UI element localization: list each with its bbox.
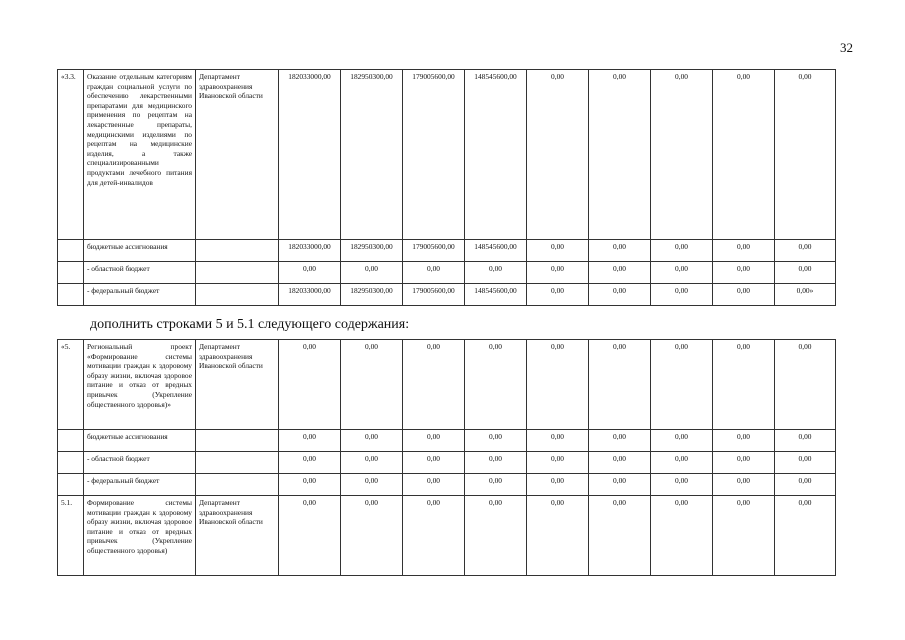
row-value-cell: 0,00	[651, 452, 713, 474]
row-value-cell: 0,00	[527, 284, 589, 306]
table-row	[58, 496, 836, 576]
row-value-cell: 0,00	[775, 452, 836, 474]
row-value-cell: 0,00	[589, 430, 651, 452]
row-value-cell: 0,00	[713, 262, 775, 284]
row-value-cell: 0,00	[279, 262, 341, 284]
row-value-cell: 0,00	[341, 496, 403, 576]
row-value-cell: 0,00	[403, 340, 465, 430]
row-value-cell: 0,00	[527, 70, 589, 240]
row-value-cell: 0,00	[465, 496, 527, 576]
row-value-cell: 179005600,00	[403, 284, 465, 306]
row-value-cell: 0,00	[527, 474, 589, 496]
row-value-cell: 0,00	[589, 452, 651, 474]
row-value-cell: 0,00	[403, 474, 465, 496]
row-value-cell: 148545600,00	[465, 240, 527, 262]
row-index-cell	[58, 240, 84, 262]
row-value-cell: 0,00	[775, 474, 836, 496]
row-executor-cell	[196, 284, 279, 306]
row-value-cell: 0,00	[341, 474, 403, 496]
row-value-cell: 0,00	[403, 452, 465, 474]
row-value-cell: 0,00	[589, 262, 651, 284]
row-value-cell: 0,00	[527, 340, 589, 430]
row-name-cell: Региональный проект «Формирование системы мотивации граждан к здоровому образу жизни, включая здоровое питание и отказ от вредных привычек (Укрепление общественного здоровья)»	[84, 340, 196, 430]
row-name-cell: Формирование системы мотивации граждан к здоровому образу жизни, включая здоровое питание и отказ от вредных привычек (Укрепление общественного здоровья)	[84, 496, 196, 576]
table-row	[58, 240, 836, 262]
row-index-cell: 5.1.	[58, 496, 84, 576]
row-value-cell: 0,00	[589, 70, 651, 240]
row-executor-cell	[196, 240, 279, 262]
row-value-cell: 0,00	[775, 496, 836, 576]
row-value-cell: 0,00	[527, 430, 589, 452]
row-index-cell	[58, 284, 84, 306]
row-value-cell: 0,00	[775, 340, 836, 430]
row-name-cell: Оказание отдельным категориям граждан социальной услуги по обеспечению лекарственными препаратами для медицинского применения по рецептам на лекарственные препараты, медицинскими изделиями по рецептам на медицинские изделия, а также специализированными продуктами лечебного питания для детей-инвалидов	[84, 70, 196, 240]
row-value-cell: 182950300,00	[341, 240, 403, 262]
row-value-cell: 0,00	[465, 430, 527, 452]
row-value-cell: 182033000,00	[279, 240, 341, 262]
row-value-cell: 0,00	[713, 284, 775, 306]
row-value-cell: 0,00	[527, 496, 589, 576]
row-executor-cell	[196, 430, 279, 452]
row-value-cell: 179005600,00	[403, 70, 465, 240]
row-value-cell: 0,00	[527, 240, 589, 262]
row-value-cell: 0,00	[713, 240, 775, 262]
row-value-cell: 0,00	[589, 240, 651, 262]
budget-table-bottom	[57, 339, 836, 576]
table-row	[58, 452, 836, 474]
row-value-cell: 0,00	[465, 474, 527, 496]
row-value-cell: 0,00	[713, 430, 775, 452]
row-value-cell: 0,00	[651, 340, 713, 430]
row-value-cell: 0,00	[589, 474, 651, 496]
row-value-cell: 0,00	[775, 430, 836, 452]
row-value-cell: 182033000,00	[279, 70, 341, 240]
table-row	[58, 474, 836, 496]
table-row	[58, 284, 836, 306]
row-executor-cell	[196, 474, 279, 496]
row-value-cell: 0,00	[651, 474, 713, 496]
row-value-cell: 0,00	[279, 474, 341, 496]
row-value-cell: 0,00	[713, 452, 775, 474]
row-value-cell: 0,00	[341, 340, 403, 430]
table-row	[58, 262, 836, 284]
row-value-cell: 0,00	[589, 284, 651, 306]
row-value-cell: 0,00	[403, 430, 465, 452]
row-value-cell: 0,00	[651, 240, 713, 262]
budget-table-top	[57, 69, 836, 306]
row-executor-cell	[196, 262, 279, 284]
row-value-cell: 182033000,00	[279, 284, 341, 306]
insert-instruction: дополнить строками 5 и 5.1 следующего содержания:	[90, 317, 410, 332]
row-index-cell	[58, 452, 84, 474]
row-value-cell: 0,00	[341, 430, 403, 452]
row-executor-cell	[196, 452, 279, 474]
row-value-cell: 0,00	[279, 340, 341, 430]
row-name-cell: бюджетные ассигнования	[84, 430, 196, 452]
row-value-cell: 0,00	[651, 496, 713, 576]
row-value-cell: 0,00	[713, 70, 775, 240]
row-value-cell: 0,00	[775, 70, 836, 240]
row-name-cell: - областной бюджет	[84, 452, 196, 474]
row-name-cell: - областной бюджет	[84, 262, 196, 284]
row-executor-cell: Департамент здравоохранения Ивановской области	[196, 340, 279, 430]
row-index-cell	[58, 474, 84, 496]
row-value-cell: 0,00	[651, 262, 713, 284]
row-executor-cell: Департамент здравоохранения Ивановской области	[196, 70, 279, 240]
row-value-cell: 0,00	[403, 262, 465, 284]
row-name-cell: бюджетные ассигнования	[84, 240, 196, 262]
row-index-cell: «3.3.	[58, 70, 84, 240]
row-value-cell: 0,00	[775, 240, 836, 262]
row-value-cell: 0,00	[713, 340, 775, 430]
row-value-cell: 0,00	[403, 496, 465, 576]
row-value-cell: 0,00»	[775, 284, 836, 306]
row-value-cell: 0,00	[465, 340, 527, 430]
row-value-cell: 0,00	[589, 340, 651, 430]
row-value-cell: 148545600,00	[465, 70, 527, 240]
row-value-cell: 182950300,00	[341, 70, 403, 240]
row-value-cell: 0,00	[279, 452, 341, 474]
row-value-cell: 179005600,00	[403, 240, 465, 262]
row-value-cell: 0,00	[527, 262, 589, 284]
table-row	[58, 70, 836, 240]
row-value-cell: 148545600,00	[465, 284, 527, 306]
row-value-cell: 0,00	[713, 496, 775, 576]
table-row	[58, 430, 836, 452]
row-value-cell: 0,00	[589, 496, 651, 576]
row-value-cell: 0,00	[775, 262, 836, 284]
row-value-cell: 0,00	[465, 452, 527, 474]
table-row	[58, 340, 836, 430]
row-value-cell: 0,00	[651, 70, 713, 240]
row-index-cell	[58, 262, 84, 284]
row-value-cell: 0,00	[651, 284, 713, 306]
row-value-cell: 0,00	[341, 452, 403, 474]
row-value-cell: 182950300,00	[341, 284, 403, 306]
row-value-cell: 0,00	[465, 262, 527, 284]
page-number: 32	[840, 40, 853, 55]
row-index-cell: «5.	[58, 340, 84, 430]
row-index-cell	[58, 430, 84, 452]
row-value-cell: 0,00	[279, 496, 341, 576]
row-value-cell: 0,00	[341, 262, 403, 284]
row-name-cell: - федеральный бюджет	[84, 474, 196, 496]
row-name-cell: - федеральный бюджет	[84, 284, 196, 306]
row-value-cell: 0,00	[713, 474, 775, 496]
row-executor-cell: Департамент здравоохранения Ивановской области	[196, 496, 279, 576]
row-value-cell: 0,00	[279, 430, 341, 452]
row-value-cell: 0,00	[651, 430, 713, 452]
row-value-cell: 0,00	[527, 452, 589, 474]
